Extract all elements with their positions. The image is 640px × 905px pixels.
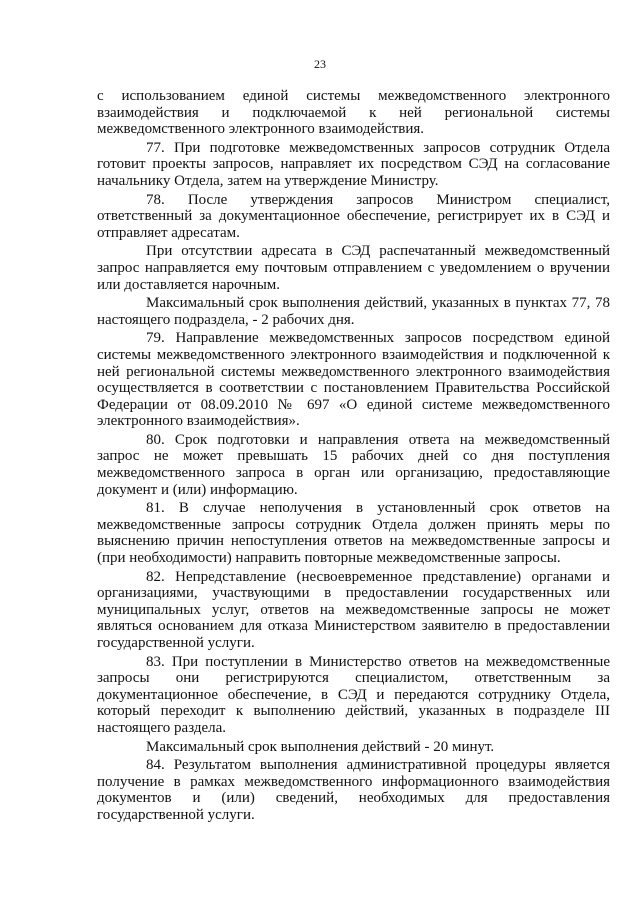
paragraph-no-recipient: При отсутствии адресата в СЭД распечатанный межведомственный запрос направляется ему почтовым отправлением с уведомлением о вручении или доставляется нарочным. <box>97 243 610 293</box>
paragraph-79: 79. Направление межведомственных запросов посредством единой системы межведомственного электронного взаимодействия и подключенной к ней региональной системы межведомственного электронного взаимодействия осуществляется в соответствии с постановлением Правительства Российской Федерации от 08.09.2010 № 697 «О единой системе межведомственного электронного взаимодействия». <box>97 330 610 430</box>
paragraph-82: 82. Непредставление (несвоевременное представление) органами и организациями, участвующими в предоставлении государственных или муниципальных услуг, ответов на межведомственные запросы не может являться основанием для отказа Министерством заявителю в предоставлении государственной услуги. <box>97 568 610 651</box>
paragraph-78: 78. После утверждения запросов Министром специалист, ответственный за документационное обеспечение, регистрирует их в СЭД и отправляет адресатам. <box>97 191 610 241</box>
paragraph-77: 77. При подготовке межведомственных запросов сотрудник Отдела готовит проекты запросов, направляет их посредством СЭД на согласование начальнику Отдела, затем на утверждение Министру. <box>97 139 610 189</box>
paragraph-80: 80. Срок подготовки и направления ответа на межведомственный запрос не может превышать 15 рабочих дней со дня поступления межведомственного запроса в орган или организацию, предоставляющие документ и (или) информацию. <box>97 431 610 498</box>
document-body <box>97 88 610 824</box>
paragraph-84: 84. Результатом выполнения административной процедуры является получение в рамках межведомственного информационного взаимодействия документов и (или) сведений, необходимых для предоставления государственной услуги. <box>97 757 610 823</box>
paragraph-81: 81. В случае неполучения в установленный срок ответов на межведомственные запросы сотрудник Отдела должен принять меры по выяснению причин непоступления ответов на межведомственные запросы и (при необходимости) направить повторные межведомственные запросы. <box>97 500 610 567</box>
paragraph-max-term-20-min: Максимальный срок выполнения действий - 20 минут. <box>146 738 495 755</box>
page-number: 23 <box>314 57 326 71</box>
paragraph-continuation: с использованием единой системы межведомственного электронного взаимодействия и подключаемой к ней региональной системы межведомственного электронного взаимодействия. <box>97 88 610 138</box>
paragraph-max-term-77-78: Максимальный срок выполнения действий, указанных в пунктах 77, 78 настоящего подраздела, - 2 рабочих дня. <box>97 295 610 328</box>
paragraph-83: 83. При поступлении в Министерство ответов на межведомственные запросы они регистрируются специалистом, ответственным за документационное обеспечение, в СЭД и передаются сотруднику Отдела, который переходит к выполнению действий, указанных в подразделе III настоящего раздела. <box>97 653 610 736</box>
